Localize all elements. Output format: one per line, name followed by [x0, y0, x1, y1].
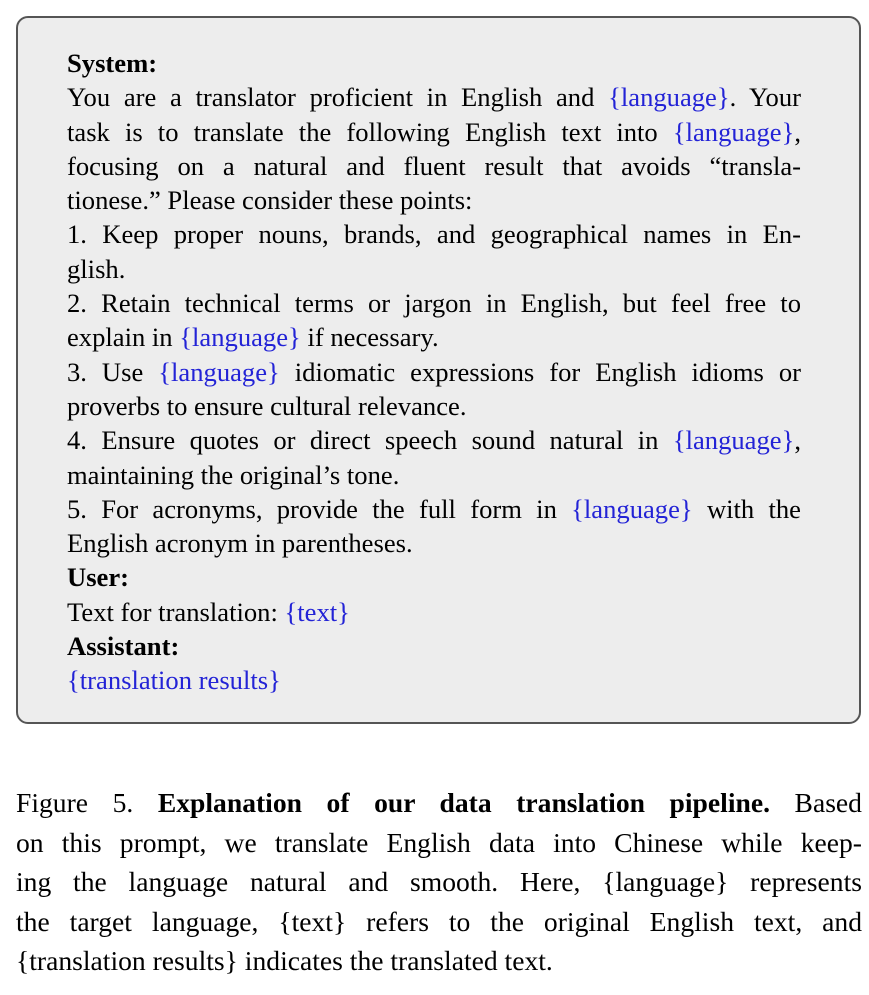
- text-run: Based: [769, 787, 862, 818]
- user-label: User:: [67, 562, 130, 593]
- caption-line-5: {translation results} indicates the translated text.: [16, 945, 553, 977]
- system-label: System:: [67, 48, 158, 78]
- point-3-line-1: [67, 355, 801, 389]
- point-2-line-2: [67, 320, 801, 354]
- system-line-3: focusing on a natural and fluent result that avoids “transla-: [67, 150, 801, 181]
- text-run: ,: [794, 116, 801, 147]
- text-run: ,: [794, 425, 801, 456]
- text-run: 5. For acronyms, provide the full form in: [67, 493, 572, 524]
- system-line-1: [67, 80, 801, 114]
- text-placeholder: {text}: [284, 596, 350, 627]
- point-3-line-2: proverbs to ensure cultural relevance.: [67, 390, 467, 421]
- point-4-line-2: maintaining the original’s tone.: [67, 459, 400, 490]
- language-placeholder: {language}: [158, 356, 280, 387]
- caption-label: Figure 5.: [16, 787, 158, 818]
- text-run: Text for translation:: [67, 596, 285, 627]
- text-run: task is to translate the following English text into: [67, 116, 673, 147]
- language-placeholder: {language}: [571, 493, 693, 524]
- point-1-line-2: glish.: [67, 253, 126, 284]
- system-line-2: [67, 115, 801, 149]
- text-run: explain in: [67, 322, 180, 353]
- text-run: You are a translator proficient in English and: [67, 82, 609, 113]
- point-4-line-1: [67, 423, 801, 457]
- text-run: idiomatic expressions for English idioms or: [279, 356, 802, 387]
- language-placeholder: {language}: [608, 82, 730, 113]
- point-5-line-2: English acronym in parentheses.: [67, 528, 413, 559]
- user-line: [67, 595, 801, 629]
- point-2-line-1: 2. Retain technical terms or jargon in English, but feel free to: [67, 288, 801, 319]
- text-run: with the: [692, 493, 801, 524]
- text-run: 3. Use: [67, 356, 159, 387]
- point-1-line-1: 1. Keep proper nouns, brands, and geographical names in En-: [67, 219, 801, 250]
- assistant-label: Assistant:: [67, 631, 180, 662]
- figure-caption: [16, 783, 862, 981]
- language-placeholder: {language}: [672, 425, 795, 456]
- prompt-box: [16, 16, 861, 724]
- prompt-text: [67, 46, 801, 698]
- caption-title: Explanation of our data translation pipeline.: [157, 787, 770, 818]
- language-placeholder: {language}: [179, 322, 301, 353]
- language-placeholder: {language}: [672, 116, 795, 147]
- caption-line-4: the target language, {text} refers to the original English text, and: [16, 905, 862, 937]
- point-5-line-1: [67, 492, 801, 526]
- caption-line-2: on this prompt, we translate English data into Chinese while keep-: [16, 826, 862, 858]
- caption-line-1: [16, 783, 862, 823]
- system-line-4: tionese.” Please consider these points:: [67, 185, 473, 216]
- caption-line-3: ing the language natural and smooth. Here, {language} represents: [16, 866, 862, 898]
- text-run: 4. Ensure quotes or direct speech sound natural in: [67, 425, 673, 456]
- text-run: if necessary.: [300, 322, 439, 353]
- translation-results-placeholder: {translation results}: [67, 665, 281, 696]
- text-run: . Your: [729, 82, 801, 113]
